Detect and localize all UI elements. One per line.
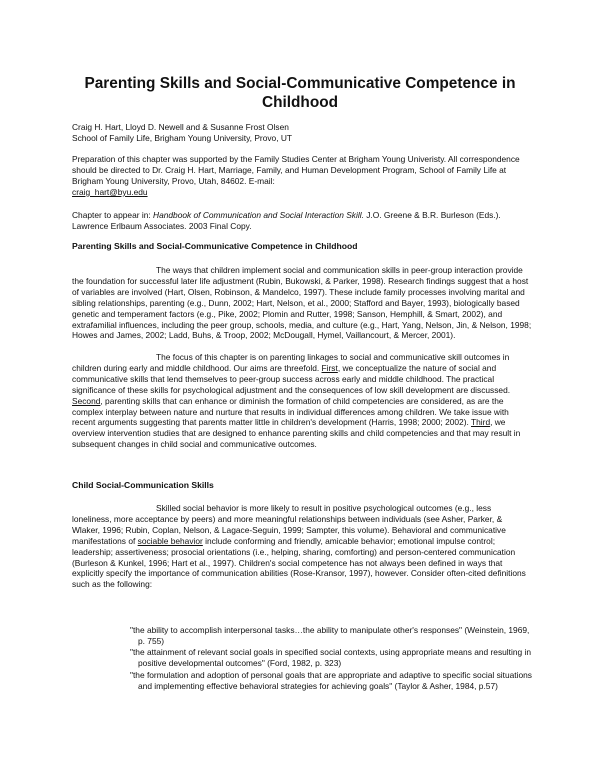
- chapter-note-suffix: J.O. Greene & B.R. Burleson (Eds.). Lawrence Erlbaum Associates. 2003 Final Copy.: [72, 210, 501, 231]
- first-aim-label: First: [321, 362, 338, 373]
- paragraph-focus: [72, 352, 532, 450]
- chapter-note-prefix: Chapter to appear in:: [72, 210, 154, 220]
- paragraph-focus-text-2: , we conceptualize the nature of social and communicative skills that lend themselves to peer-group success across early and middle childhood. The practical significance of these skills for psychological adjustment and the consequences of low skill development are discussed.: [72, 362, 511, 395]
- preparation-text: Preparation of this chapter was supported by the Family Studies Center at Brigham Young Univeristy. All correspondence should be directed to Dr. Craig H. Hart, Marriage, Family, and Human Development Program, School of Family Life at Brigham Young University, Provo, Utah, 84602. E-mail:: [72, 154, 520, 186]
- section-heading-parenting: Parenting Skills and Social-Communicative Competence in Childhood: [72, 241, 358, 251]
- preparation-note: [72, 154, 532, 198]
- paragraph-intro: The ways that children implement social and communication skills in peer-group interaction provide the foundation for successful later life adjustment (Rubin, Bukowski, & Parker, 1998). Research findings suggest that a host of variables are involved (Hart, Olsen, Robinson, & Mandelco, 1997). These include family processes involving marital and sibling relationships, parenting (e.g., Dunn, 2002; Hart, Nelson, et al., 2000; Stafford and Bayer, 1993), biologically based genetic and temperament factors (e.g., Pike, 2002; Plomin and Rutter, 1998; Sanson, Hemphill, & Smart, 2002), and extrafamilial influences, including the peer group, schools, media, and culture (e.g., Hart, Yang, Nelson, Jin, & Nelson, 1998; Howes and James, 2002; Ladd, Buhs, & Troop, 2002; McDougall, Hymel, Vaillancourt, & Mercer, 2001).: [72, 265, 532, 341]
- quote-weinstein: "the ability to accomplish interpersonal tasks…the ability to manipulate other's responses" (Weinstein, 1969, p. 755): [130, 625, 530, 646]
- author-affiliation: School of Family Life, Brigham Young University, Provo, UT: [72, 133, 293, 143]
- paragraph-focus-text-1: The focus of this chapter is on parenting linkages to social and communicative skill outcomes in children during early and middle childhood. Our aims are threefold.: [72, 352, 510, 373]
- document-title: Parenting Skills and Social-Communicative Competence in Childhood: [84, 75, 516, 111]
- definition-quotes: [130, 625, 535, 692]
- second-aim-label: Second: [72, 395, 101, 406]
- chapter-book-title: Handbook of Communication and Social Interaction Skill.: [153, 210, 364, 220]
- paragraph-skilled-text-2: include conforming and friendly, amicable behavior; emotional impulse control; leadership; assertiveness; prosocial orientations (i.e., helping, sharing, comforting) and person-centered communication (Burleson & Kunkel, 1996; Hart et al., 1997). Children's social competence has not always been defined in ways that explicitly specify the importance of communication abilities (Rose-Kransor, 1997), however. Consider often-cited definitions such as the following:: [72, 535, 526, 590]
- paragraph-focus-text-3: , parenting skills that can enhance or diminish the formation of child competencies are considered, as are the complex interplay between nature and nurture that results in individual differences among children. We take issue with recent arguments suggesting that parents matter little in children's development (Harris, 1998; 2000; 2002).: [72, 395, 509, 428]
- section-heading-child-skills: Child Social-Communication Skills: [72, 480, 214, 490]
- quote-taylor-asher: "the formulation and adoption of personal goals that are appropriate and adaptive to specific social situations and implementing effective behavioral strategies for achieving goals" (Taylor & Asher, 1984, p.57): [130, 669, 532, 691]
- sociable-behavior-term: sociable behavior: [137, 535, 203, 546]
- author-list: Craig H. Hart, Lloyd D. Newell and & Susanne Frost Olsen: [72, 122, 289, 132]
- third-aim-label: Third: [471, 417, 491, 428]
- quote-ford: "the attainment of relevant social goals in specified social contexts, using appropriate means and resulting in positive developmental outcomes" (Ford, 1982, p. 323): [130, 647, 532, 669]
- paragraph-skilled-behavior: [72, 503, 532, 590]
- paragraph-skilled-text-1: Skilled social behavior is more likely to result in positive psychological outcomes (e.g., less loneliness, more acceptance by peers) and more meaningful relationships between individuals (see Asher, Parker, & Wlaker, 1996; Rubin, Coplan, Nelson, & Lagace-Seguin, 1999; Sampter, this volume). Behavioral and communicative manifestations of: [72, 503, 506, 546]
- chapter-note: [72, 210, 532, 232]
- paragraph-focus-text-4: , we overview intervention studies that are designed to enhance parenting skills and child competencies and that may result in subsequent changes in child social and communicative outcomes.: [72, 417, 521, 450]
- contact-email-link[interactable]: craig_hart@byu.edu: [72, 186, 148, 197]
